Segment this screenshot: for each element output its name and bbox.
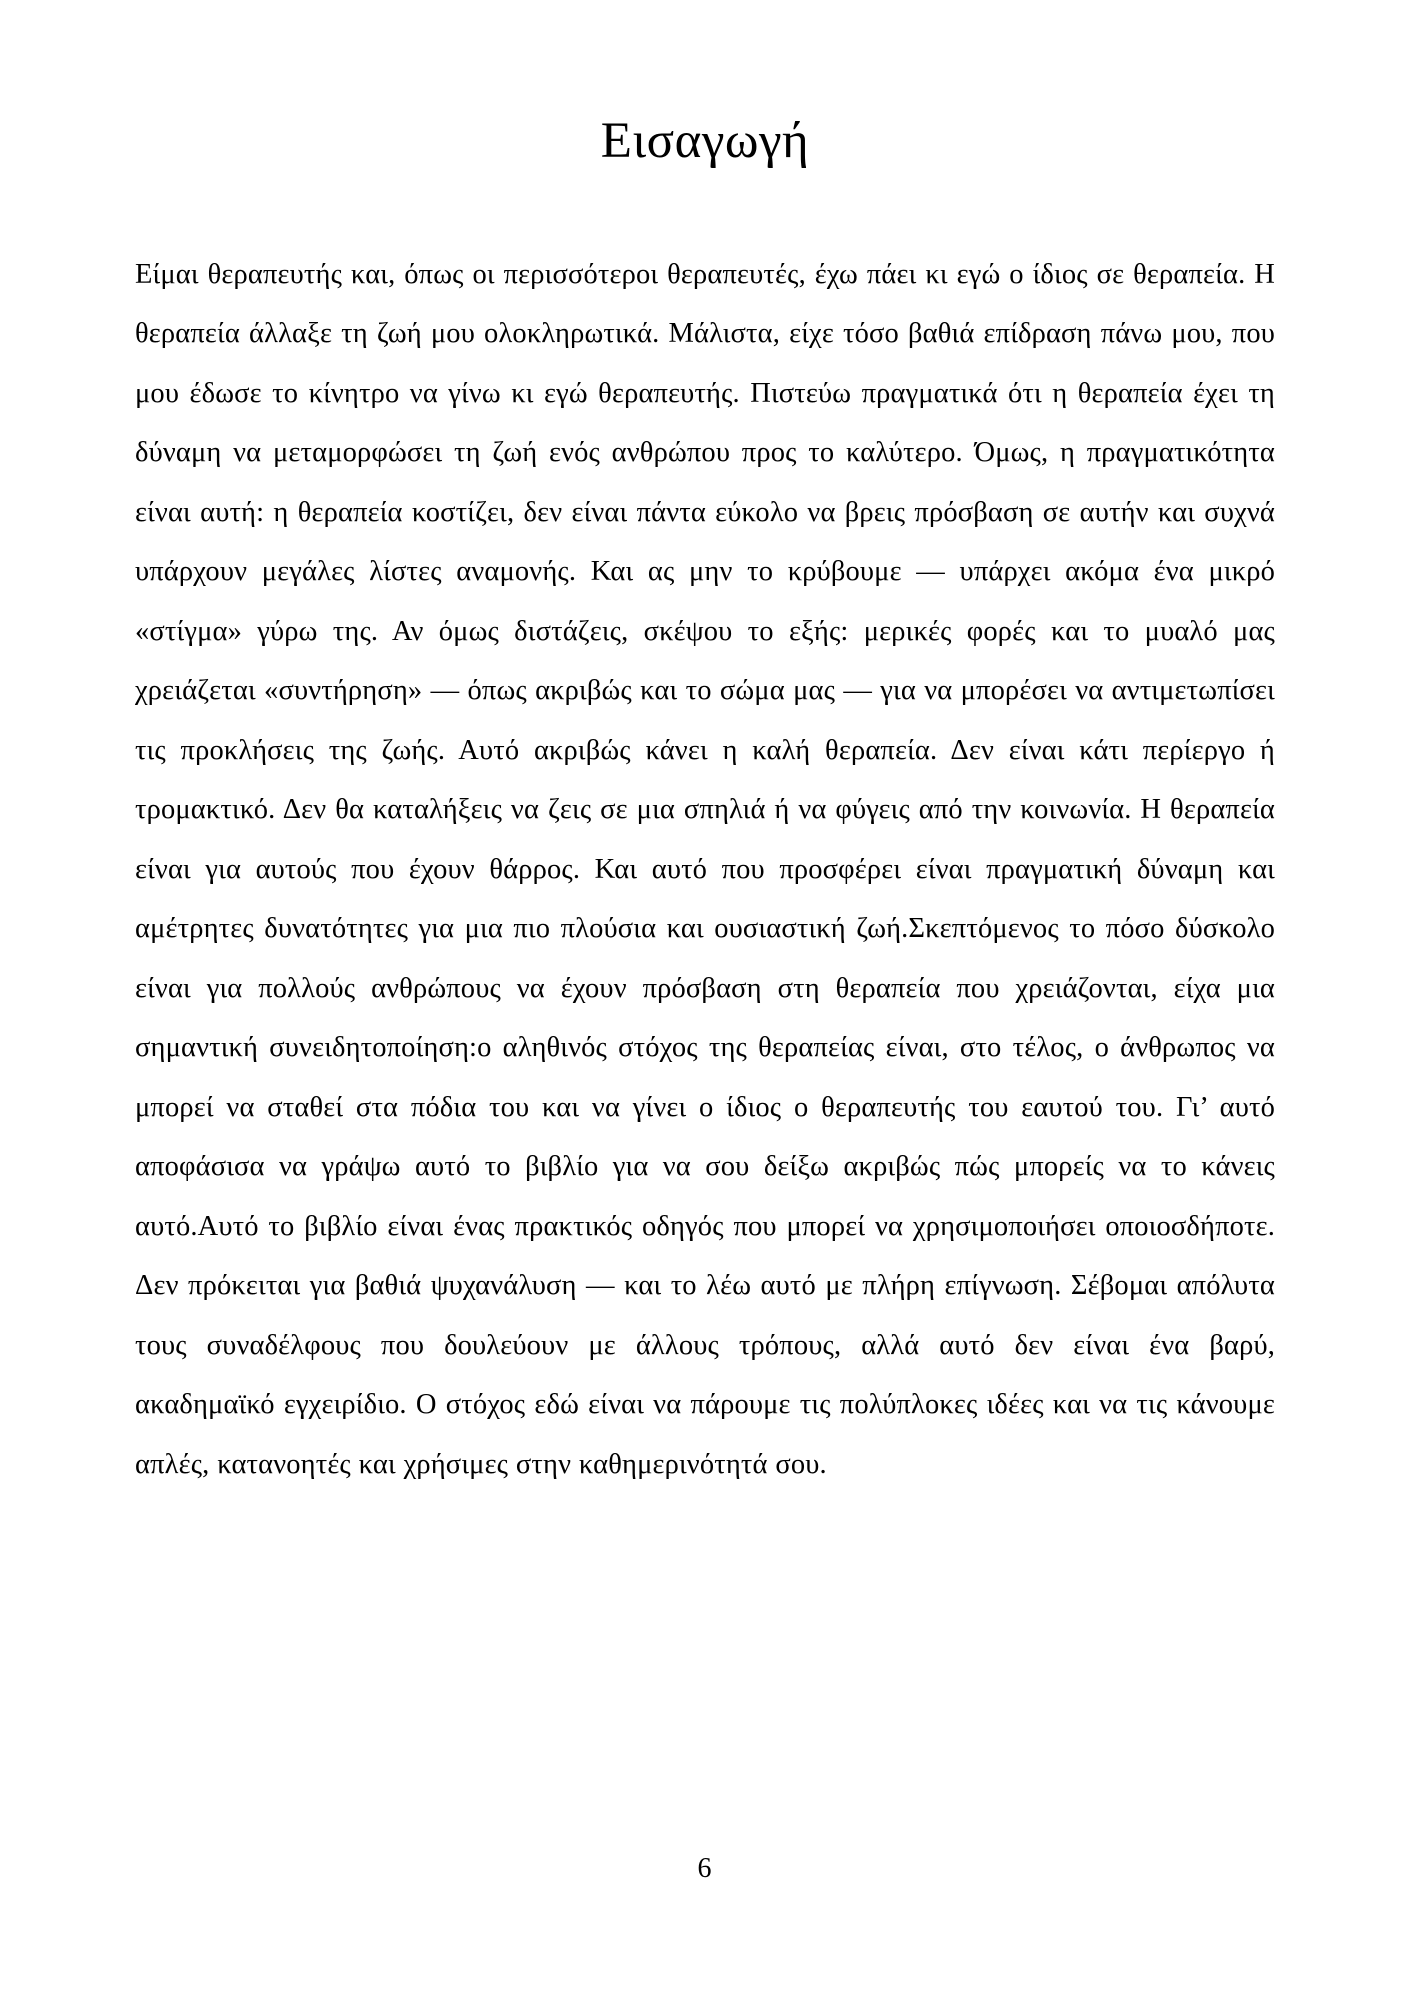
page-number: 6 (697, 1853, 712, 1884)
body-paragraph: Είμαι θεραπευτής και, όπως οι περισσότεροι θεραπευτές, έχω πάει κι εγώ ο ίδιος σε θεραπεία. Η θεραπεία άλλαξε τη ζωή μου ολοκληρωτικά. Μάλιστα, είχε τόσο βαθιά επίδραση πάνω μου, που μου έδωσε το κίνητρο να γίνω κι εγώ θεραπευτής. Πιστεύω πραγματικά ότι η θεραπεία έχει τη δύναμη να μεταμορφώσει τη ζωή ενός ανθρώπου προς το καλύτερο. Όμως, η πραγματικότητα είναι αυτή: η θεραπεία κοστίζει, δεν είναι πάντα εύκολο να βρεις πρόσβαση σε αυτήν και συχνά υπάρχουν μεγάλες λίστες αναμονής. Και ας μην το κρύβουμε — υπάρχει ακόμα ένα μικρό «στίγμα» γύρω της. Αν όμως διστάζεις, σκέψου το εξής: μερικές φορές και το μυαλό μας χρειάζεται «συντήρηση» — όπως ακριβώς και το σώμα μας — για να μπορέσει να αντιμετωπίσει τις προκλήσεις της ζωής. Αυτό ακριβώς κάνει η καλή θεραπεία. Δεν είναι κάτι περίεργο ή τρομακτικό. Δεν θα καταλήξεις να ζεις σε μια σπηλιά ή να φύγεις από την κοινωνία. Η θεραπεία είναι για αυτούς που έχουν θάρρος. Και αυτό που προσφέρει είναι πραγματική δύναμη και αμέτρητες δυνατότητες για μια πιο πλούσια και ουσιαστική ζωή.Σκεπτόμενος το πόσο δύσκολο είναι για πολλούς ανθρώπους να έχουν πρόσβαση στη θεραπεία που χρειάζονται, είχα μια σημαντική συνειδητοποίηση:ο αληθινός στόχος της θεραπείας είναι, στο τέλος, ο άνθρωπος να μπορεί να σταθεί στα πόδια του και να γίνει ο ίδιος ο θεραπευτής του εαυτού του. Γι’ αυτό αποφάσισα να γράψω αυτό το βιβλίο για να σου δείξω ακριβώς πώς μπορείς να το κάνεις αυτό.Αυτό το βιβλίο είναι ένας πρακτικός οδηγός που μπορεί να χρησιμοποιήσει οποιοσδήποτε. Δεν πρόκειται για βαθιά ψυχανάλυση — και το λέω αυτό με πλήρη επίγνωση. Σέβομαι απόλυτα τους συναδέλφους που δουλεύουν με άλλους τρόπους, αλλά αυτό δεν είναι ένα βαρύ, ακαδημαϊκό εγχειρίδιο. Ο στόχος εδώ είναι να πάρουμε τις πολύπλοκες ιδέες και να τις κάνουμε απλές, κατανοητές και χρήσιμες στην καθημερινότητά σου. (135, 258, 1275, 1480)
page-content (135, 0, 1275, 1494)
body-text-block (135, 245, 1275, 1495)
chapter-title: Εισαγωγή (600, 113, 810, 169)
